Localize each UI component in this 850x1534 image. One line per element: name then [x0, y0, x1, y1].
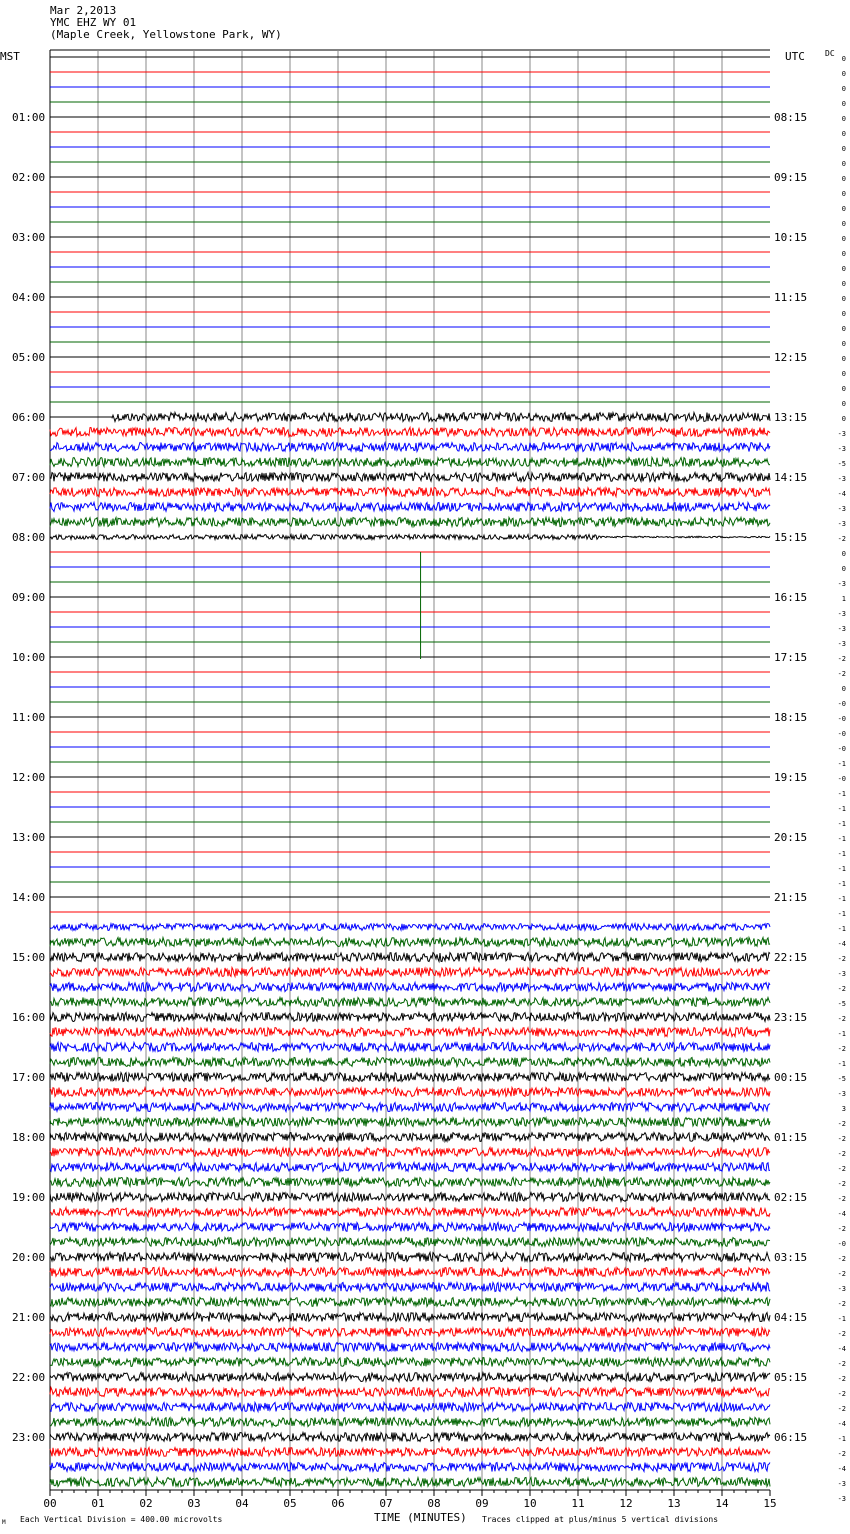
trace-waveform: [50, 953, 770, 962]
right-hour-label: 04:15: [774, 1311, 808, 1324]
dc-offset-label: -2: [837, 985, 846, 993]
trace-waveform: [50, 1313, 770, 1322]
trace-waveform: [50, 503, 770, 512]
dc-offset-label: -2: [837, 1225, 846, 1233]
dc-offset-label: 0: [841, 685, 846, 693]
dc-offset-label: -3: [837, 1480, 846, 1488]
dc-offset-label: -1: [837, 1315, 846, 1323]
dc-offset-label: -4: [837, 1420, 846, 1428]
right-hour-label: 22:15: [774, 951, 808, 964]
left-hour-label: 09:00: [12, 591, 46, 604]
right-hour-label: 19:15: [774, 771, 808, 784]
dc-offset-label: 0: [841, 55, 846, 63]
scale-note: Each Vertical Division = 400.00 microvolts: [20, 1515, 223, 1524]
x-tick-label: 06: [331, 1497, 345, 1510]
dc-offset-label: -2: [837, 1045, 846, 1053]
x-tick-label: 12: [619, 1497, 633, 1510]
dc-offset-label: -4: [837, 940, 846, 948]
dc-offset-label: -4: [837, 1345, 846, 1353]
trace-waveform: [50, 1418, 770, 1427]
right-hour-label: 20:15: [774, 831, 808, 844]
x-tick-label: 08: [427, 1497, 441, 1510]
right-hour-label: 13:15: [774, 411, 808, 424]
dc-offset-label: -3: [837, 475, 846, 483]
trace-waveform: [50, 1223, 770, 1232]
dc-offset-label: 0: [841, 355, 846, 363]
dc-offset-label: -2: [837, 670, 846, 678]
dc-offset-label: 0: [841, 370, 846, 378]
dc-offset-label: -3: [837, 520, 846, 528]
dc-offset-label: -1: [837, 850, 846, 858]
dc-offset-label: -3: [837, 1495, 846, 1503]
left-hour-label: 12:00: [12, 771, 46, 784]
dc-label: DC: [825, 49, 835, 58]
dc-offset-label: -1: [837, 1060, 846, 1068]
right-hour-label: 18:15: [774, 711, 808, 724]
dc-offset-label: 0: [841, 175, 846, 183]
dc-offset-label: -3: [837, 1285, 846, 1293]
dc-offset-label: 0: [841, 190, 846, 198]
trace-waveform: [50, 1448, 770, 1457]
x-tick-label: 03: [187, 1497, 201, 1510]
dc-offset-label: 0: [841, 385, 846, 393]
right-hour-label: 17:15: [774, 651, 808, 664]
left-hour-label: 20:00: [12, 1251, 46, 1264]
dc-offset-label: -1: [837, 820, 846, 828]
dc-offset-label: -3: [837, 1090, 846, 1098]
dc-offset-label: -0: [837, 700, 846, 708]
trace-waveform: [50, 983, 770, 992]
dc-offset-label: -3: [837, 580, 846, 588]
left-hour-label: 13:00: [12, 831, 46, 844]
dc-offset-label: 0: [841, 250, 846, 258]
left-hour-label: 22:00: [12, 1371, 46, 1384]
left-hour-label: 10:00: [12, 651, 46, 664]
right-hour-label: 03:15: [774, 1251, 808, 1264]
dc-offset-label: -1: [837, 910, 846, 918]
trace-waveform: [112, 413, 770, 422]
right-hour-label: 02:15: [774, 1191, 808, 1204]
trace-waveform: [50, 1463, 770, 1472]
dc-offset-label: -1: [837, 1435, 846, 1443]
dc-offset-label: -0: [837, 775, 846, 783]
trace-waveform: [50, 1133, 770, 1142]
right-hour-label: 11:15: [774, 291, 808, 304]
trace-waveform: [50, 1073, 770, 1082]
x-tick-label: 15: [763, 1497, 777, 1510]
station-label: YMC EHZ WY 01: [50, 16, 137, 29]
dc-offset-label: -5: [837, 1000, 846, 1008]
dc-offset-label: 0: [841, 280, 846, 288]
right-timezone-label: UTC: [785, 50, 805, 63]
right-hour-label: 01:15: [774, 1131, 808, 1144]
right-hour-label: 15:15: [774, 531, 808, 544]
trace-waveform: [50, 518, 770, 527]
trace-waveform: [50, 1103, 770, 1112]
trace-waveform: [50, 968, 770, 977]
x-tick-label: 02: [139, 1497, 153, 1510]
right-hour-label: 16:15: [774, 591, 808, 604]
trace-waveform: [50, 1403, 770, 1412]
dc-offset-label: -4: [837, 1465, 846, 1473]
right-hour-label: 14:15: [774, 471, 808, 484]
dc-offset-label: -0: [837, 745, 846, 753]
trace-waveform: [50, 1283, 770, 1292]
x-tick-label: 09: [475, 1497, 489, 1510]
trace-waveform: [50, 488, 770, 497]
x-tick-label: 05: [283, 1497, 297, 1510]
left-hour-label: 08:00: [12, 531, 46, 544]
dc-offset-label: -2: [837, 535, 846, 543]
left-hour-label: 19:00: [12, 1191, 46, 1204]
trace-waveform: [50, 1118, 770, 1127]
right-hour-label: 23:15: [774, 1011, 808, 1024]
trace-waveform: [50, 1238, 770, 1247]
right-hour-label: 08:15: [774, 111, 808, 124]
trace-waveform: [50, 998, 770, 1007]
dc-offset-label: -2: [837, 1255, 846, 1263]
dc-offset-label: -2: [837, 1165, 846, 1173]
dc-offset-label: -2: [837, 1360, 846, 1368]
dc-offset-label: -1: [837, 880, 846, 888]
right-hour-label: 21:15: [774, 891, 808, 904]
dc-offset-label: 0: [841, 325, 846, 333]
left-hour-label: 05:00: [12, 351, 46, 364]
dc-offset-label: -2: [837, 1270, 846, 1278]
dc-offset-label: -0: [837, 730, 846, 738]
x-tick-label: 00: [43, 1497, 57, 1510]
trace-waveform: [50, 1388, 770, 1397]
dc-offset-label: -3: [837, 640, 846, 648]
dc-offset-label: -4: [837, 490, 846, 498]
trace-waveform: [50, 1178, 770, 1187]
right-hour-label: 00:15: [774, 1071, 808, 1084]
dc-offset-label: -3: [837, 430, 846, 438]
trace-waveform: [50, 535, 770, 540]
dc-offset-label: 0: [841, 160, 846, 168]
dc-offset-label: -2: [837, 1135, 846, 1143]
dc-offset-label: -2: [837, 1375, 846, 1383]
trace-waveform: [50, 1043, 770, 1052]
left-hour-label: 04:00: [12, 291, 46, 304]
dc-offset-label: -2: [837, 955, 846, 963]
dc-offset-label: -1: [837, 925, 846, 933]
dc-offset-label: -5: [837, 460, 846, 468]
x-tick-label: 13: [667, 1497, 681, 1510]
x-tick-label: 01: [91, 1497, 105, 1510]
dc-offset-label: 0: [841, 565, 846, 573]
x-axis-label: TIME (MINUTES): [374, 1511, 467, 1524]
dc-offset-label: -3: [837, 445, 846, 453]
dc-offset-label: -4: [837, 1210, 846, 1218]
trace-waveform: [50, 1163, 770, 1172]
right-hour-label: 06:15: [774, 1431, 808, 1444]
dc-offset-label: 0: [841, 115, 846, 123]
trace-waveform: [50, 1193, 770, 1202]
dc-offset-label: 3: [841, 1105, 846, 1113]
date-label: Mar 2,2013: [50, 4, 117, 17]
left-hour-label: 16:00: [12, 1011, 46, 1024]
dc-offset-label: -3: [837, 505, 846, 513]
trace-waveform: [50, 1343, 770, 1352]
dc-offset-label: -3: [837, 625, 846, 633]
dc-offset-label: -1: [837, 835, 846, 843]
right-hour-label: 10:15: [774, 231, 808, 244]
dc-offset-label: -2: [837, 655, 846, 663]
trace-waveform: [50, 1298, 770, 1307]
left-hour-label: 02:00: [12, 171, 46, 184]
left-hour-label: 21:00: [12, 1311, 46, 1324]
x-tick-label: 11: [571, 1497, 585, 1510]
trace-waveform: [50, 458, 770, 467]
dc-offset-label: 0: [841, 70, 846, 78]
trace-waveform: [50, 1373, 770, 1382]
left-hour-label: 06:00: [12, 411, 46, 424]
trace-waveform: [50, 1088, 770, 1097]
left-hour-label: 17:00: [12, 1071, 46, 1084]
dc-offset-label: -3: [837, 610, 846, 618]
dc-offset-label: -1: [837, 865, 846, 873]
dc-offset-label: 0: [841, 220, 846, 228]
dc-offset-label: 1: [841, 595, 846, 603]
dc-offset-label: 0: [841, 310, 846, 318]
right-hour-label: 12:15: [774, 351, 808, 364]
left-hour-label: 01:00: [12, 111, 46, 124]
dc-offset-label: -2: [837, 1120, 846, 1128]
dc-offset-label: -2: [837, 1180, 846, 1188]
location-label: (Maple Creek, Yellowstone Park, WY): [50, 28, 282, 41]
dc-offset-label: -2: [837, 1330, 846, 1338]
left-hour-label: 03:00: [12, 231, 46, 244]
dc-offset-label: 0: [841, 415, 846, 423]
trace-waveform: [50, 1013, 770, 1022]
dc-offset-label: 0: [841, 400, 846, 408]
dc-offset-label: -2: [837, 1390, 846, 1398]
dc-offset-label: -1: [837, 760, 846, 768]
dc-offset-label: -2: [837, 1195, 846, 1203]
dc-offset-label: -0: [837, 1240, 846, 1248]
dc-offset-label: -0: [837, 715, 846, 723]
trace-waveform: [50, 1478, 770, 1487]
trace-waveform: [50, 1028, 770, 1037]
x-tick-label: 14: [715, 1497, 729, 1510]
trace-waveform: [50, 1058, 770, 1067]
dc-offset-label: -1: [837, 790, 846, 798]
trace-waveform: [50, 1328, 770, 1337]
dc-offset-label: 0: [841, 145, 846, 153]
left-hour-label: 07:00: [12, 471, 46, 484]
x-tick-label: 07: [379, 1497, 393, 1510]
left-hour-label: 23:00: [12, 1431, 46, 1444]
trace-waveform: [50, 443, 770, 452]
dc-offset-label: 0: [841, 130, 846, 138]
dc-offset-label: -1: [837, 1030, 846, 1038]
trace-waveform: [50, 1208, 770, 1217]
trace-waveform: [50, 1358, 770, 1367]
dc-offset-label: 0: [841, 100, 846, 108]
trace-waveform: [50, 1253, 770, 1262]
trace-waveform: [50, 938, 770, 947]
dc-offset-label: -2: [837, 1405, 846, 1413]
dc-offset-label: 0: [841, 205, 846, 213]
dc-offset-label: 0: [841, 85, 846, 93]
trace-waveform: [50, 1268, 770, 1277]
x-tick-label: 10: [523, 1497, 537, 1510]
trace-waveform: [50, 1148, 770, 1157]
left-hour-label: 18:00: [12, 1131, 46, 1144]
trace-waveform: [50, 1433, 770, 1442]
dc-offset-label: -1: [837, 805, 846, 813]
right-hour-label: 05:15: [774, 1371, 808, 1384]
left-hour-label: 14:00: [12, 891, 46, 904]
dc-offset-label: -2: [837, 1300, 846, 1308]
left-hour-label: 15:00: [12, 951, 46, 964]
dc-offset-label: -2: [837, 1015, 846, 1023]
trace-waveform: [50, 428, 770, 437]
dc-offset-label: -1: [837, 895, 846, 903]
right-hour-label: 09:15: [774, 171, 808, 184]
dc-offset-label: -2: [837, 1450, 846, 1458]
dc-offset-label: 0: [841, 295, 846, 303]
corner-mark: M: [2, 1519, 6, 1526]
left-timezone-label: MST: [0, 50, 20, 63]
trace-waveform: [50, 473, 770, 482]
dc-offset-label: 0: [841, 340, 846, 348]
dc-offset-label: 0: [841, 265, 846, 273]
dc-offset-label: 0: [841, 550, 846, 558]
dc-offset-label: -3: [837, 970, 846, 978]
x-tick-label: 04: [235, 1497, 249, 1510]
dc-offset-label: -2: [837, 1150, 846, 1158]
left-hour-label: 11:00: [12, 711, 46, 724]
trace-waveform: [50, 924, 770, 931]
dc-offset-label: 0: [841, 235, 846, 243]
dc-offset-label: -5: [837, 1075, 846, 1083]
clip-note: Traces clipped at plus/minus 5 vertical divisions: [482, 1515, 719, 1524]
